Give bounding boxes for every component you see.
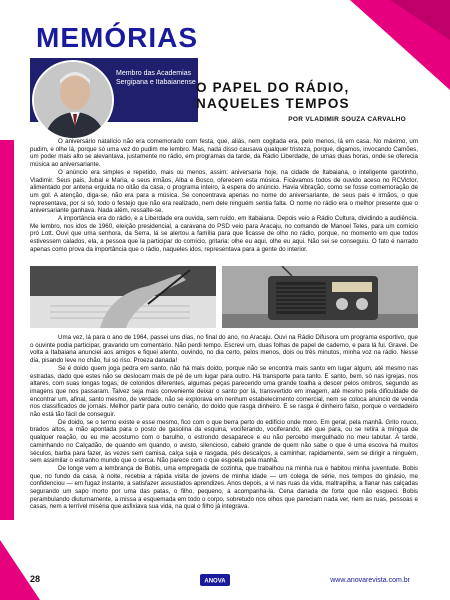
vintage-radio-photo xyxy=(222,266,418,328)
page-number: 28 xyxy=(30,574,41,584)
article-byline: POR VLADIMIR SOUZA CARVALHO xyxy=(288,116,406,123)
svg-text:ANOVA: ANOVA xyxy=(204,578,226,585)
section-title: MEMÓRIAS xyxy=(36,22,198,53)
writing-hand-photo xyxy=(30,266,216,328)
article-headline: O PAPEL DO RÁDIO, NAQUELES TEMPOS xyxy=(196,80,350,111)
article-body-bottom xyxy=(30,334,418,511)
paragraph: O anúncio era simples e repetido, mais ou menos, assim: aniversaria hoje, na cidade de Itabaiana, o inteligente garotinho, Vladimir. Seus pais, Jubal e Maria, e seus irmãos, Alba e Bosco, oferecem esta música. Ficávamos todos de ouvido aceso no RCVictor, alimentado por antena erguida no oitão da casa, o programa inteiro, à espera do anúncio. Havia vibração, como se fosse comemoração de um gol. A atenção, diga-se, não era para a música. Se concentrava apenas no nome do aniversariante, de seus pais e irmãos, o que representava, por si só, todo o festejo que não era realizado, nem dele ninguém sentia falta. O nome no rádio era o melhor presente que o aniversariante ganhava. Nada além, ressalte-se. xyxy=(30,168,418,215)
author-caption: Membro das Academias Sergipana e Itabaianense xyxy=(116,70,196,86)
paragraph: De longe vem a lembrança de Bobis, uma empregada de cozinha, que trabalhou na minha rua e habitou minha juventude. Bobis que, no fundo da casa, à noite, recebia a rápida visita de jovens de minha idade — um colega de série, nos tempos do ginásio, me confidenciou — em fugaz instante, a satisfazer assustados aprendizes. Anos depois, a vi nas ruas da vida, maltrapilha, a flanar nas calçadas segurando um sapo morto por uma das patas, o filho, pequeno, a acompanha-la. Cena danada de forte que não esqueci. Bobis perambulando diuturnamente, a missa a esquemada em todo o corpo, sobretudo nos olhos que pareciam nada ver, riem as ruas, pessoas e casas, nem a terrível miséria que asfixiava sua vida, na qual o filho já integrava. xyxy=(30,464,418,511)
corner-decoration-bottom xyxy=(0,540,40,600)
paragraph: Se é doido quem joga pedra em santo, não há mais doido, porque não se encontra mais santo em lugar algum, até mesmo nas estradas, dado que estes não se deslocam mais de pé de um lugar para outro. Há transporte para tanto. E santo, bem, só nas igrejas, nos altares, com suas longas togas, de coloridos diferentes, algumas peças parecendo uma grande toalha a descer pelos ombros, segundo as imagens que nos passaram. Talvez seja mais conveniente deixar o santo por lá, transvertido em imagem, até mesmo pela dificuldade de encontrar um, afinal, santo mesmo, de verdade, não se explorava em nenhum estabelecimento comercial, nem se coloca anúncio de venda nos classificados de jornais. Melhor partir para outro cenário, do doido que rasga dinheiro. E se rasga é dinheiro falso, porque o verdadeiro não está tão fácil de conseguir. xyxy=(30,364,418,419)
side-decoration-band xyxy=(0,140,14,520)
paragraph: Uma vez, lá para o ano de 1964, passei uns dias, no final do ano, no Aracaju. Ouvi na Rádio Difusora um programa esportivo, que o ouvinte podia participar, gravando um comentário. Não perdi tempo. Escrevi um, duas folhas de papel de caderno, e para lá fui. Gravei. De volta a Itabaiana anunciei aos amigos e fiquei atento, ouvindo, no dia certo, pelos menos, dois ou três minutos, minha voz na rádio. Nesse dia, pisando leve no chão, fui só riso. Proeza danada! xyxy=(30,334,418,365)
footer-url: www.anovarevista.com.br xyxy=(330,577,410,584)
paragraph: O aniversário natalício não era comemorado com festa, que, aliás, nem cogitada era, pelo menos, lá em casa. No máximo, um pudim, e olhe lá, porque só uma vez do pudim me lembro. Mas, nada disso causava qualquer tristeza, porque, digamos, invocando Camões, um poder mais alto se alevantava, justamente no rádio, em programas da tarde, da Rádio Liberdade, de umas duas horas, onde se oferecia música ao aniversariante. xyxy=(30,138,418,169)
magazine-logo xyxy=(200,574,230,586)
article-body-top xyxy=(30,138,418,254)
author-portrait-image xyxy=(34,62,114,140)
author-photo xyxy=(32,60,114,140)
paragraph: A importância era do rádio, e a Liberdade era ouvida, sem ruído, em Itabaiana. Depois veio a Rádio Cultura, dividindo a audiência. Me lembro, nos idos de 1960, eleição presidencial, a caravana do PSD veio para Aracaju, no comando de Manoel Teles, para um comício pró Lott. Ouvi que uma senhora, da Serra, lá se alertou a família para que ficasse de olho no rádio, porque, no momento em que todos estivessem calados, ela, a pessoa que la participar do comício, gritaria: olhe eu aqui, olhe eu aqui. Não sei se conseguiu. O fato é narrado apenas como prova da importância que o rádio, naqueles idos, representava para a gente do interior. xyxy=(30,215,418,253)
author-box xyxy=(30,58,198,122)
paragraph: De doido, se o termo existe e esse mesmo, fico com o que berra perto do edifício onde moro. Em geral, pela manhã. Grito rouco, brados altos, a mão apontada para o posto de gasolina da esquina, vociferando, vociferando, até que para, ou se retira a míngua de qualquer reação, ou eu me acostumo com o barulho, o estrondo desaparece e eu não percebo mergulhado no meu labutar. À tarde, caminhando no Calçadão, de quando em quando, o avisto, silencioso, cabelo grande de quem não sabe o que é uma escova há muitos séculos, barba para fazer, às vezes sem camisa, calça suja e rasgada, pés descalços, a caminhar, rapidamente, sem se dirigir a ninguém, sem assimilar o estranho mundo que o cerca. Não parece com o que esgoela pela manhã. xyxy=(30,418,418,465)
corner-decoration xyxy=(330,0,450,90)
